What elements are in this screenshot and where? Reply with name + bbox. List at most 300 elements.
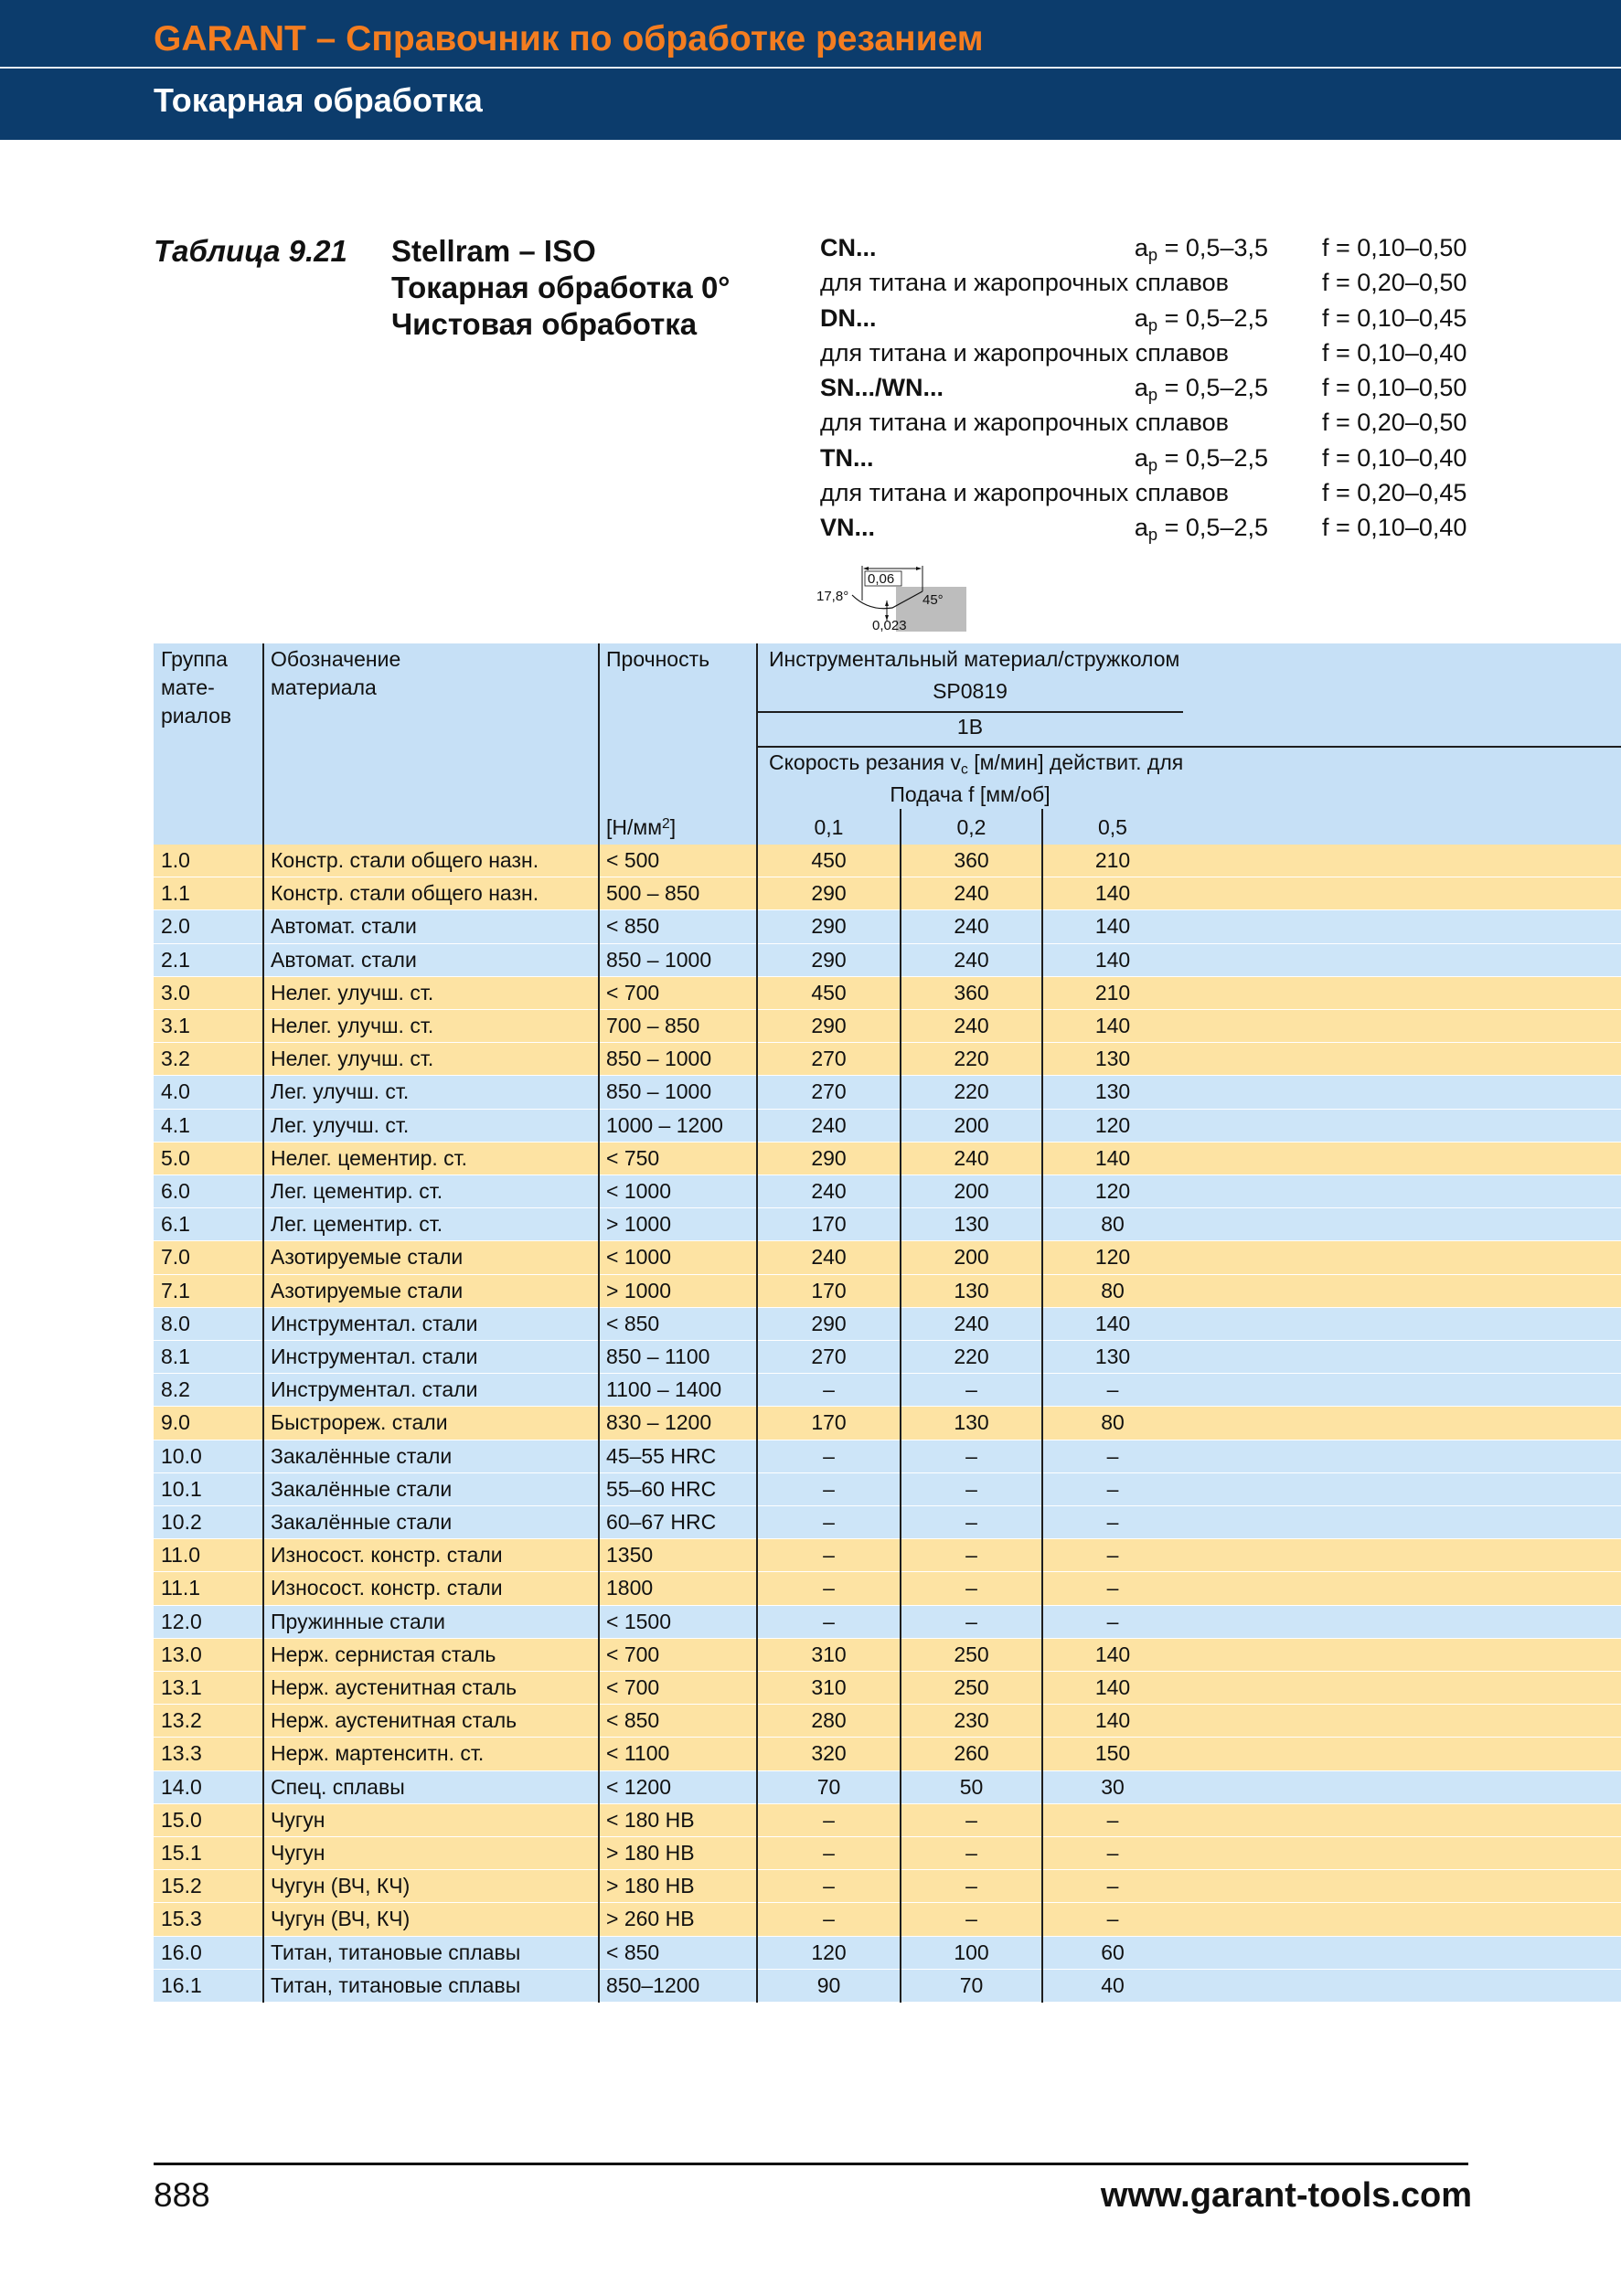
cell-vc-feed-2: 70 xyxy=(959,1972,984,1997)
column-divider xyxy=(756,643,758,2003)
table-row xyxy=(154,1506,1621,1538)
cell-material-name: Чугун xyxy=(271,1841,325,1865)
table-row xyxy=(154,1043,1621,1075)
cell-strength: 45–55 HRC xyxy=(606,1443,717,1468)
table-row xyxy=(154,1374,1621,1406)
insert-spec-note-row xyxy=(820,265,1621,300)
cell-material-group: 13.0 xyxy=(161,1642,202,1666)
cell-material-group: 15.0 xyxy=(161,1807,202,1832)
cell-material-group: 13.3 xyxy=(161,1741,202,1766)
cell-strength: < 700 xyxy=(606,1642,660,1666)
table-row xyxy=(154,1572,1621,1604)
cell-vc-feed-2: – xyxy=(965,1576,977,1600)
table-row xyxy=(154,910,1621,942)
cell-strength: < 750 xyxy=(606,1145,660,1170)
chamfer-width-label: 0,06 xyxy=(868,571,895,587)
cell-strength: < 500 xyxy=(606,848,660,872)
cell-vc-feed-2: – xyxy=(965,1841,977,1865)
cell-material-group: 2.0 xyxy=(161,914,190,939)
handbook-title: GARANT – Справочник по обработке резанием xyxy=(154,19,984,58)
cell-vc-feed-3: 210 xyxy=(1094,848,1131,872)
header-feed-value: 0,5 xyxy=(1098,815,1127,839)
cell-material-name: Констр. стали общего назн. xyxy=(271,848,539,872)
table-row xyxy=(154,1738,1621,1770)
feed-range: f = 0,10–0,50 xyxy=(1322,374,1467,401)
cell-vc-feed-3: 150 xyxy=(1094,1741,1131,1766)
cell-material-group: 3.1 xyxy=(161,1014,190,1037)
table-row xyxy=(154,1308,1621,1340)
depth-of-cut-range xyxy=(1135,441,1268,475)
speed-text: Скорость резания v xyxy=(769,750,962,774)
cell-vc-feed-2: – xyxy=(965,1874,977,1898)
cell-vc-feed-1: – xyxy=(823,1841,835,1865)
table-caption-line: Чистовая обработка xyxy=(391,307,698,341)
cell-vc-feed-2: 260 xyxy=(954,1741,989,1766)
table-row xyxy=(154,1010,1621,1042)
cell-material-group: 7.0 xyxy=(161,1245,190,1270)
cell-material-name: Нелег. улучш. ст. xyxy=(271,1047,434,1071)
cell-material-name: Азотируемые стали xyxy=(271,1245,464,1270)
depth-of-cut-subscript: p xyxy=(1147,245,1158,265)
cell-material-group: 4.1 xyxy=(161,1112,190,1137)
cell-vc-feed-1: 280 xyxy=(811,1708,847,1733)
cell-material-name: Инструментал. стали xyxy=(271,1377,478,1402)
cell-vc-feed-2: 130 xyxy=(954,1410,989,1435)
cell-material-group: 1.1 xyxy=(161,881,190,906)
cell-material-name: Азотируемые стали xyxy=(271,1278,464,1302)
table-row xyxy=(154,1771,1621,1803)
cell-material-group: 15.3 xyxy=(161,1907,202,1931)
cell-material-name: Титан, титановые сплавы xyxy=(271,1972,521,1997)
header-feed-value: 0,2 xyxy=(956,815,986,839)
table-row xyxy=(154,1639,1621,1671)
website-url: www.garant-tools.com xyxy=(1100,2176,1472,2215)
cell-material-group: 1.0 xyxy=(161,848,190,872)
cell-material-name: Закалённые стали xyxy=(271,1443,453,1468)
depth-of-cut-subscript: p xyxy=(1147,314,1158,335)
cell-vc-feed-2: – xyxy=(965,1609,977,1633)
depth-of-cut-symbol: a xyxy=(1134,443,1148,472)
header-chipbreaker: 1B xyxy=(956,715,984,739)
cell-vc-feed-1: 290 xyxy=(811,1014,847,1037)
depth-of-cut-subscript: p xyxy=(1147,385,1158,405)
cell-vc-feed-3: 140 xyxy=(1094,914,1131,939)
depth-of-cut-range xyxy=(1135,301,1268,335)
cell-vc-feed-2: 360 xyxy=(954,848,989,872)
cell-material-group: 10.0 xyxy=(161,1443,202,1468)
cell-material-name: Закалённые стали xyxy=(271,1510,453,1534)
cell-strength: 500 – 850 xyxy=(606,881,700,906)
cell-material-name: Нерж. аустенитная сталь xyxy=(271,1708,517,1733)
cell-vc-feed-1: 310 xyxy=(811,1675,847,1699)
cell-material-group: 3.2 xyxy=(161,1047,190,1071)
table-row xyxy=(154,1837,1621,1869)
cell-vc-feed-1: – xyxy=(823,1576,835,1600)
cell-vc-feed-3: – xyxy=(1106,1443,1119,1468)
cell-strength: 1800 xyxy=(606,1576,654,1600)
header-text-line: мате- xyxy=(161,675,215,699)
feed-range: f = 0,20–0,50 xyxy=(1322,269,1467,297)
cell-material-name: Титан, титановые сплавы xyxy=(271,1940,521,1964)
cell-vc-feed-2: 240 xyxy=(954,947,989,972)
cell-material-name: Спец. сплавы xyxy=(271,1774,405,1799)
depth-of-cut-symbol: a xyxy=(1134,514,1148,541)
cell-vc-feed-1: 290 xyxy=(811,1145,847,1170)
header-strength-unit xyxy=(606,813,676,842)
cell-strength: 850–1200 xyxy=(606,1972,700,1997)
cell-vc-feed-1: 270 xyxy=(811,1345,847,1368)
cell-strength: < 700 xyxy=(606,980,660,1004)
insert-specifications xyxy=(820,230,1621,545)
cell-material-name: Нелег. улучш. ст. xyxy=(271,980,434,1004)
header-text-line: Группа xyxy=(161,647,228,671)
cell-vc-feed-1: 290 xyxy=(811,881,847,906)
column-divider xyxy=(900,809,901,2003)
feed-range: f = 0,20–0,45 xyxy=(1322,478,1467,506)
table-row xyxy=(154,1175,1621,1207)
cell-vc-feed-2: 250 xyxy=(954,1675,989,1699)
insert-spec-note: для титана и жаропрочных сплавов xyxy=(820,409,1230,437)
cell-vc-feed-2: – xyxy=(965,1377,977,1402)
cell-vc-feed-2: 220 xyxy=(954,1079,989,1104)
cell-vc-feed-1: – xyxy=(823,1476,835,1501)
table-row xyxy=(154,1672,1621,1704)
cell-vc-feed-1: 290 xyxy=(811,1311,847,1335)
cell-material-group: 4.0 xyxy=(161,1079,190,1104)
table-row xyxy=(154,1937,1621,1969)
table-row xyxy=(154,1705,1621,1737)
cell-vc-feed-3: – xyxy=(1106,1874,1119,1898)
cell-strength: < 850 xyxy=(606,1940,660,1964)
cell-vc-feed-3: 120 xyxy=(1094,1245,1131,1270)
table-row xyxy=(154,1804,1621,1836)
cell-vc-feed-3: – xyxy=(1106,1543,1119,1568)
feed-range: f = 0,10–0,40 xyxy=(1322,514,1467,541)
insert-type-code: SN.../WN... xyxy=(820,374,944,401)
cell-vc-feed-2: 200 xyxy=(954,1112,989,1137)
depth-of-cut-subscript: p xyxy=(1147,454,1158,474)
table-row xyxy=(154,1076,1621,1108)
feed-range: f = 0,10–0,50 xyxy=(1322,234,1467,261)
cell-material-group: 13.2 xyxy=(161,1708,202,1733)
cell-strength: 700 – 850 xyxy=(606,1014,700,1037)
cell-strength: < 1100 xyxy=(606,1741,670,1766)
cell-material-name: Автомат. стали xyxy=(271,914,417,939)
cell-vc-feed-3: 140 xyxy=(1094,1642,1131,1666)
cell-vc-feed-2: 240 xyxy=(954,1014,989,1037)
header-text-line: материала xyxy=(271,675,377,699)
cell-material-group: 7.1 xyxy=(161,1278,190,1302)
table-row xyxy=(154,1275,1621,1307)
table-row xyxy=(154,977,1621,1009)
unit-text: [Н/мм xyxy=(606,815,663,839)
cell-vc-feed-1: – xyxy=(823,1377,835,1402)
cell-strength: > 1000 xyxy=(606,1278,671,1302)
cell-vc-feed-2: 130 xyxy=(954,1212,989,1237)
cell-vc-feed-2: – xyxy=(965,1510,977,1534)
table-caption-line: Токарная обработка 0° xyxy=(391,271,731,304)
cell-strength: 1000 – 1200 xyxy=(606,1112,723,1137)
insert-spec-note: для титана и жаропрочных сплавов xyxy=(820,269,1230,297)
cell-strength: < 1000 xyxy=(606,1179,671,1203)
cell-strength: 850 – 1000 xyxy=(606,1079,712,1104)
cell-material-group: 11.1 xyxy=(161,1576,201,1600)
insert-type-code: TN... xyxy=(820,443,874,472)
header-divider xyxy=(0,67,1621,69)
cell-material-name: Инструментал. стали xyxy=(271,1311,478,1335)
cell-vc-feed-2: – xyxy=(965,1543,977,1568)
column-divider xyxy=(1041,809,1043,2003)
cell-material-group: 16.1 xyxy=(161,1972,202,1997)
cell-material-name: Нерж. сернистая сталь xyxy=(271,1642,496,1666)
cell-strength: 60–67 HRC xyxy=(606,1510,717,1534)
table-row xyxy=(154,1606,1621,1638)
cell-vc-feed-2: 130 xyxy=(954,1278,989,1302)
cell-vc-feed-1: 70 xyxy=(816,1774,841,1799)
cell-vc-feed-3: 80 xyxy=(1101,1410,1125,1435)
table-row xyxy=(154,1970,1621,2002)
cell-vc-feed-1: 310 xyxy=(811,1642,847,1666)
cell-vc-feed-3: 30 xyxy=(1101,1774,1125,1799)
cell-vc-feed-2: 220 xyxy=(954,1047,989,1071)
insert-spec-row xyxy=(820,510,1621,545)
insert-spec-note: для титана и жаропрочных сплавов xyxy=(820,338,1230,367)
cell-material-group: 14.0 xyxy=(161,1774,202,1799)
cell-vc-feed-1: 290 xyxy=(811,914,847,939)
cell-vc-feed-3: 80 xyxy=(1101,1278,1125,1302)
cell-vc-feed-3: 140 xyxy=(1094,1145,1131,1170)
depth-of-cut-symbol: a xyxy=(1134,234,1148,261)
cell-vc-feed-1: 170 xyxy=(811,1278,847,1302)
cell-strength: 830 – 1200 xyxy=(606,1410,712,1435)
feed-range: f = 0,10–0,40 xyxy=(1322,443,1467,472)
cell-material-name: Автомат. стали xyxy=(271,947,417,972)
cell-material-group: 3.0 xyxy=(161,980,190,1004)
header-text-line: Обозначение xyxy=(271,647,401,671)
cell-strength: > 1000 xyxy=(606,1212,671,1237)
cell-strength: 850 – 1000 xyxy=(606,947,712,972)
insert-spec-row xyxy=(820,301,1621,335)
cell-strength: < 850 xyxy=(606,1708,660,1733)
footer-rule xyxy=(154,2163,1468,2165)
table-row xyxy=(154,944,1621,976)
depth-of-cut-value: = 0,5–2,5 xyxy=(1157,514,1268,541)
cell-material-name: Констр. стали общего назн. xyxy=(271,881,539,906)
cell-strength: 850 – 1000 xyxy=(606,1047,712,1071)
table-row xyxy=(154,1440,1621,1472)
table-body xyxy=(154,845,1621,2003)
cell-vc-feed-1: 170 xyxy=(811,1212,847,1237)
cell-vc-feed-2: 240 xyxy=(954,914,989,939)
cell-material-name: Нерж. мартенситн. ст. xyxy=(271,1741,485,1766)
cell-material-group: 6.1 xyxy=(161,1212,190,1237)
cell-material-name: Лег. улучш. ст. xyxy=(271,1079,410,1104)
cell-vc-feed-1: 240 xyxy=(811,1179,847,1203)
cell-vc-feed-2: 50 xyxy=(959,1774,984,1799)
cell-vc-feed-3: – xyxy=(1106,1510,1119,1534)
cell-vc-feed-3: – xyxy=(1106,1576,1119,1600)
table-row xyxy=(154,1539,1621,1571)
arrow-head-icon xyxy=(885,601,889,606)
depth-of-cut-value: = 0,5–2,5 xyxy=(1157,303,1268,332)
cell-vc-feed-2: 250 xyxy=(954,1642,989,1666)
depth-of-cut-range xyxy=(1135,230,1268,265)
cell-strength: > 180 HB xyxy=(606,1874,695,1898)
cell-vc-feed-3: 140 xyxy=(1094,1708,1131,1733)
insert-type-code: VN... xyxy=(820,514,876,541)
cell-material-group: 8.1 xyxy=(161,1345,190,1368)
depth-of-cut-symbol: a xyxy=(1134,303,1148,332)
cell-vc-feed-3: – xyxy=(1106,1807,1119,1832)
cell-vc-feed-3: 140 xyxy=(1094,1675,1131,1699)
table-row xyxy=(154,1241,1621,1273)
cell-vc-feed-1: – xyxy=(823,1907,835,1931)
cell-vc-feed-3: 40 xyxy=(1101,1972,1125,1997)
insert-type-code: CN... xyxy=(820,234,877,261)
cell-vc-feed-1: 450 xyxy=(811,980,847,1004)
cell-vc-feed-2: – xyxy=(965,1443,977,1468)
depth-of-cut-symbol: a xyxy=(1134,374,1148,401)
feed-range: f = 0,10–0,45 xyxy=(1322,303,1467,332)
cell-material-name: Лег. цементир. ст. xyxy=(271,1212,443,1237)
speed-subscript: c xyxy=(961,761,968,778)
cell-material-group: 11.0 xyxy=(161,1543,201,1568)
cell-material-group: 6.0 xyxy=(161,1179,190,1203)
cell-strength: < 850 xyxy=(606,1311,660,1335)
arrow-head-icon xyxy=(916,567,922,570)
cell-vc-feed-2: 240 xyxy=(954,1145,989,1170)
cell-strength: 55–60 HRC xyxy=(606,1476,717,1501)
insert-spec-note: для титана и жаропрочных сплавов xyxy=(820,478,1230,506)
cell-vc-feed-3: 140 xyxy=(1094,881,1131,906)
table-row xyxy=(154,1208,1621,1240)
insert-spec-note-row xyxy=(820,335,1621,370)
insert-edge-diagram xyxy=(816,564,966,632)
cell-vc-feed-3: – xyxy=(1106,1476,1119,1501)
cell-vc-feed-1: – xyxy=(823,1543,835,1568)
cell-strength: < 1200 xyxy=(606,1774,671,1799)
table-row xyxy=(154,845,1621,877)
cell-strength: < 850 xyxy=(606,914,660,939)
cell-vc-feed-1: – xyxy=(823,1609,835,1633)
cell-vc-feed-3: 60 xyxy=(1101,1940,1125,1964)
table-caption xyxy=(391,233,731,343)
cell-material-group: 15.1 xyxy=(161,1841,202,1865)
cell-vc-feed-1: 290 xyxy=(811,947,847,972)
cell-vc-feed-1: 240 xyxy=(811,1245,847,1270)
cell-material-name: Инструментал. стали xyxy=(271,1345,478,1368)
cell-vc-feed-3: – xyxy=(1106,1907,1119,1931)
cell-strength: < 180 HB xyxy=(606,1807,695,1832)
cell-vc-feed-2: 240 xyxy=(954,881,989,906)
cell-material-group: 8.2 xyxy=(161,1377,190,1402)
header-material-designation xyxy=(271,645,400,702)
cell-strength: 1100 – 1400 xyxy=(606,1377,722,1402)
depth-of-cut-value: = 0,5–2,5 xyxy=(1157,443,1268,472)
table-row xyxy=(154,1110,1621,1142)
cell-vc-feed-2: 360 xyxy=(954,980,989,1004)
cell-strength: 850 – 1100 xyxy=(606,1345,710,1368)
header-grade: SP0819 xyxy=(933,679,1008,703)
cell-vc-feed-2: 200 xyxy=(954,1245,989,1270)
cell-vc-feed-1: – xyxy=(823,1443,835,1468)
cell-material-name: Износост. констр. стали xyxy=(271,1543,503,1568)
depth-of-cut-range xyxy=(1135,370,1268,405)
cell-vc-feed-3: 140 xyxy=(1094,1014,1131,1037)
unit-superscript: 2 xyxy=(662,815,670,832)
cell-vc-feed-3: 140 xyxy=(1094,947,1131,972)
cell-vc-feed-2: 230 xyxy=(954,1708,989,1733)
cell-strength: < 1000 xyxy=(606,1245,671,1270)
cell-vc-feed-2: 100 xyxy=(954,1940,989,1964)
header-feed: Подача f [мм/об] xyxy=(890,782,1050,806)
cell-vc-feed-3: 80 xyxy=(1101,1212,1125,1237)
cell-strength: > 260 HB xyxy=(606,1907,695,1931)
insert-type-code: DN... xyxy=(820,303,877,332)
cell-material-name: Закалённые стали xyxy=(271,1476,453,1501)
cell-vc-feed-1: – xyxy=(823,1807,835,1832)
cell-vc-feed-3: 130 xyxy=(1094,1047,1131,1071)
cell-material-name: Лег. цементир. ст. xyxy=(271,1179,443,1203)
table-caption-line: Stellram – ISO xyxy=(391,234,596,268)
cell-material-group: 9.0 xyxy=(161,1410,190,1435)
table-row xyxy=(154,1341,1621,1373)
header-tool-material: Инструментальный материал/стружколом xyxy=(769,647,1180,671)
depth-of-cut-range xyxy=(1135,510,1268,545)
cell-material-group: 2.1 xyxy=(161,947,190,972)
cell-vc-feed-1: 120 xyxy=(811,1940,847,1964)
page-number: 888 xyxy=(154,2176,210,2214)
cell-vc-feed-1: 270 xyxy=(811,1079,847,1104)
cell-material-group: 15.2 xyxy=(161,1874,202,1898)
chamfer-angle-label: 17,8° xyxy=(816,589,849,604)
cell-vc-feed-3: 130 xyxy=(1094,1079,1131,1104)
cell-vc-feed-1: – xyxy=(823,1510,835,1534)
cutting-data-table xyxy=(154,643,1621,2003)
cell-material-group: 8.0 xyxy=(161,1311,190,1335)
cell-vc-feed-1: 270 xyxy=(811,1047,847,1071)
cell-vc-feed-3: 210 xyxy=(1094,980,1131,1004)
cell-material-name: Чугун (ВЧ, КЧ) xyxy=(271,1874,411,1898)
cell-material-group: 16.0 xyxy=(161,1940,202,1964)
table-row xyxy=(154,877,1621,909)
header-strength: Прочность xyxy=(606,647,710,671)
cell-material-group: 13.1 xyxy=(161,1675,202,1699)
cell-vc-feed-3: – xyxy=(1106,1609,1119,1633)
table-number: Таблица 9.21 xyxy=(154,234,347,268)
cell-material-name: Пружинные стали xyxy=(271,1609,446,1633)
depth-of-cut-value: = 0,5–2,5 xyxy=(1157,374,1268,401)
edge-hone-label: 0,023 xyxy=(872,618,907,632)
cell-vc-feed-3: – xyxy=(1106,1841,1119,1865)
insert-spec-note-row xyxy=(820,405,1621,440)
cell-strength: < 700 xyxy=(606,1675,660,1699)
cell-material-group: 12.0 xyxy=(161,1609,202,1633)
header-text-line: риалов xyxy=(161,704,232,728)
cell-material-name: Чугун (ВЧ, КЧ) xyxy=(271,1907,411,1931)
cell-material-name: Быстрореж. стали xyxy=(271,1410,448,1435)
cell-vc-feed-1: – xyxy=(823,1874,835,1898)
header-cutting-speed xyxy=(769,749,1183,777)
header-rule xyxy=(757,746,1621,748)
column-divider xyxy=(262,643,264,2003)
cell-vc-feed-2: 220 xyxy=(954,1345,989,1368)
cell-strength: > 180 HB xyxy=(606,1841,695,1865)
cell-material-name: Износост. констр. стали xyxy=(271,1576,503,1600)
cell-vc-feed-2: – xyxy=(965,1907,977,1931)
table-row xyxy=(154,1870,1621,1902)
cell-vc-feed-1: 320 xyxy=(811,1741,847,1766)
